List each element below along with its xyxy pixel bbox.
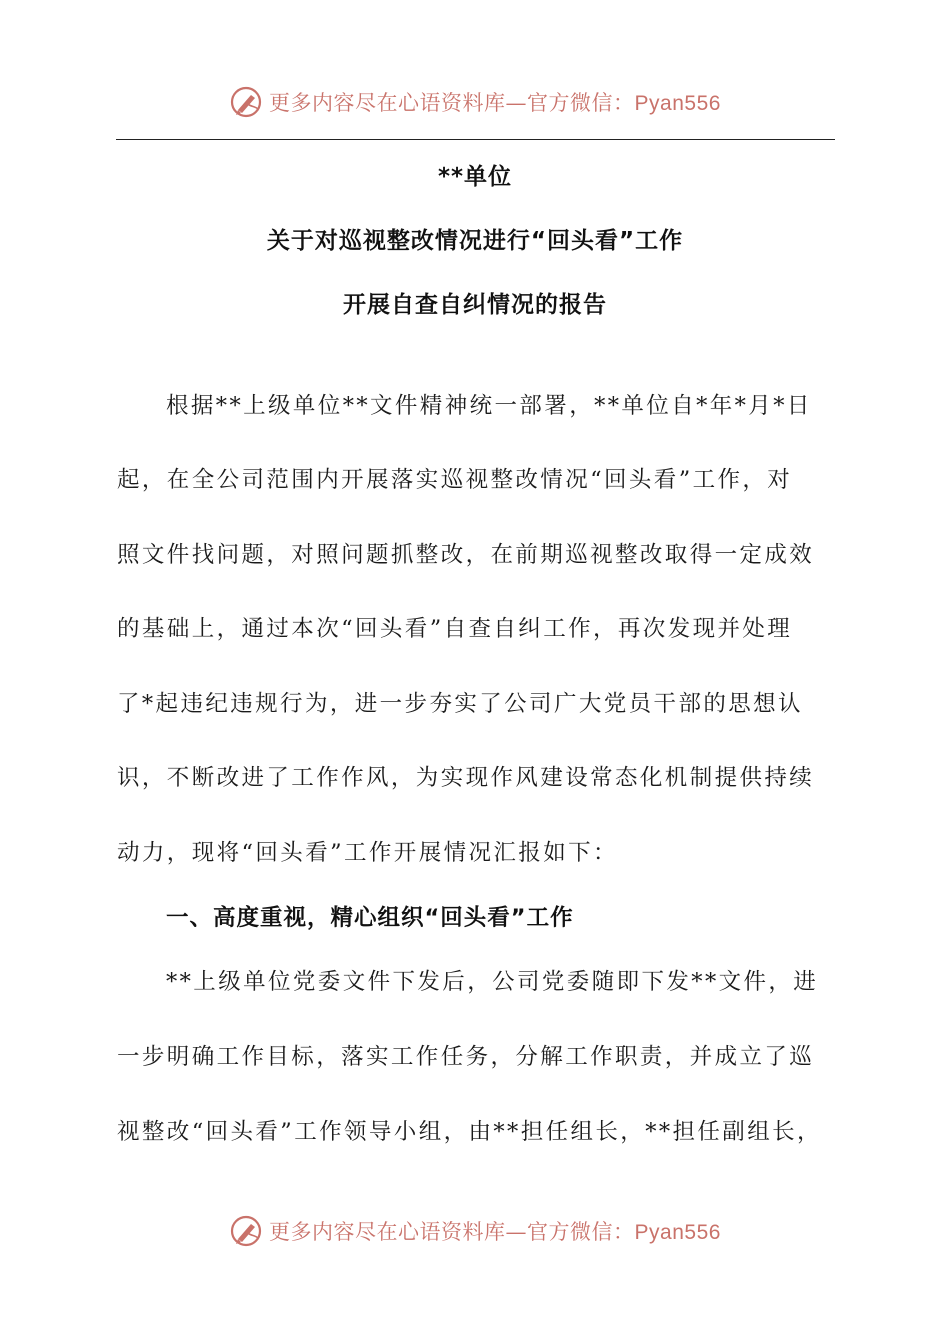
paragraph-line: 视整改“回头看”工作领导小组，由**担任组长，**担任副组长，	[117, 1119, 822, 1145]
paragraph-line: 动力，现将“回头看”工作开展情况汇报如下：	[117, 840, 618, 866]
watermark-text: 更多内容尽在心语资料库—官方微信：Pyan556	[269, 91, 721, 115]
report-unit-title: **单位	[437, 164, 513, 190]
pen-logo-icon	[229, 85, 263, 119]
paragraph-line: 根据**上级单位**文件精神统一部署，**单位自*年*月*日	[166, 393, 812, 419]
watermark-banner-top	[0, 82, 950, 122]
paragraph-line: 的基础上，通过本次“回头看”自查自纠工作，再次发现并处理	[117, 616, 793, 642]
paragraph-line: 了*起违纪违规行为，进一步夯实了公司广大党员干部的思想认	[117, 691, 803, 717]
pen-logo-icon	[229, 1214, 263, 1248]
paragraph-line: **上级单位党委文件下发后，公司党委随即下发**文件，进	[166, 969, 819, 995]
wechat-id: Pyan556	[634, 92, 721, 115]
watermark-banner-bottom	[0, 1211, 950, 1251]
section-heading: 一、高度重视，精心组织“回头看”工作	[166, 905, 574, 931]
header-divider	[116, 139, 835, 140]
wechat-id: Pyan556	[634, 1221, 721, 1244]
paragraph-line: 一步明确工作目标，落实工作任务，分解工作职责，并成立了巡	[117, 1044, 815, 1070]
report-title-line-1: 关于对巡视整改情况进行“回头看”工作	[266, 228, 684, 254]
report-title-line-2: 开展自查自纠情况的报告	[343, 292, 607, 318]
paragraph-line: 起，在全公司范围内开展落实巡视整改情况“回头看”工作，对	[117, 467, 793, 493]
paragraph-line: 照文件找问题，对照问题抓整改，在前期巡视整改取得一定成效	[117, 542, 815, 568]
paragraph-line: 识，不断改进了工作作风，为实现作风建设常态化机制提供持续	[117, 765, 815, 791]
watermark-text: 更多内容尽在心语资料库—官方微信：Pyan556	[269, 1220, 721, 1244]
